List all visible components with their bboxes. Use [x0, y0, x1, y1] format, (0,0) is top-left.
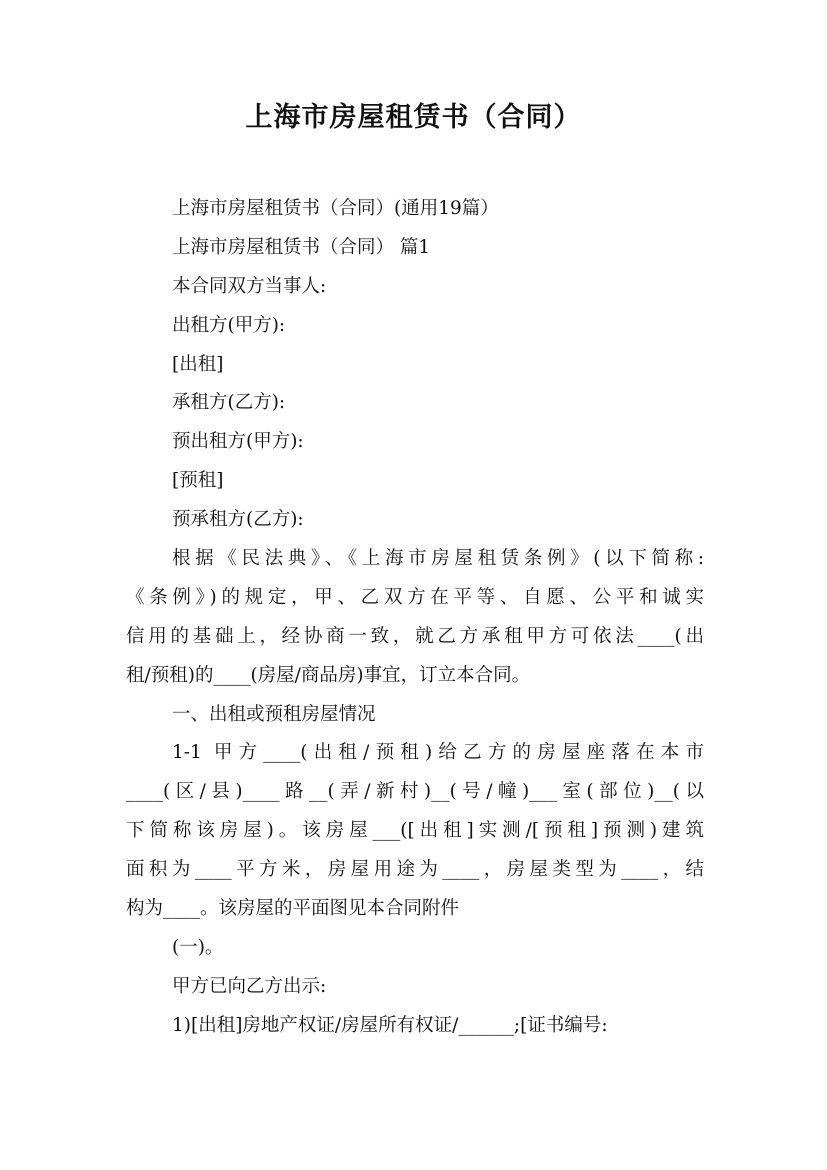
option-tag: [预租]: [172, 470, 224, 492]
paragraph-line: 信用的基础上，经协商一致，就乙方承租甲方可依法____(出: [126, 625, 704, 647]
option-tag: [出租]: [172, 353, 224, 375]
party-lessor-label: 出租方(甲方):: [172, 314, 286, 336]
list-item: 1)[出租]房地产权证/房屋所有权证/______;[证书编号:: [172, 1014, 608, 1036]
subtitle-line: 上海市房屋租赁书（合同）(通用19篇）: [172, 198, 499, 219]
party-pre-lessor-label: 预出租方(甲方):: [172, 431, 304, 453]
paragraph-line: (一)。: [172, 936, 224, 958]
paragraph-line: 构为____。该房屋的平面图见本合同附件: [126, 898, 460, 920]
clause-heading: 一、出租或预租房屋情况: [172, 703, 376, 725]
party-lessee-label: 承租方(乙方):: [172, 392, 286, 414]
paragraph-line: 根据《民法典》、《上海市房屋租赁条例》(以下简称:: [172, 548, 704, 570]
paragraph-line: 《条例》)的规定，甲、乙双方在平等、自愿、公平和诚实: [126, 586, 704, 608]
text-line: 本合同双方当事人:: [172, 275, 327, 297]
paragraph-line: 下简称该房屋)。该房屋___([出租]实测/[预租]预测)建筑: [126, 820, 704, 842]
document-body: [126, 190, 704, 1046]
paragraph-line: ____(区/县)____路__(弄/新村)__(号/幢)___室(部位)__(以: [126, 781, 704, 803]
section-heading: 上海市房屋租赁书（合同） 篇1: [172, 236, 431, 258]
document-title: 上海市房屋租赁书（合同）: [245, 102, 582, 133]
party-pre-lessee-label: 预承租方(乙方):: [172, 509, 304, 531]
paragraph-line: 面积为____平方米，房屋用途为____，房屋类型为____，结: [126, 859, 704, 881]
text-line: 甲方已向乙方出示:: [172, 975, 327, 997]
paragraph-line: 租/预租)的____(房屋/商品房)事宜，订立本合同。: [126, 664, 531, 686]
paragraph-line: 1-1 甲方____(出租/预租)给乙方的房屋座落在本市: [172, 742, 704, 764]
